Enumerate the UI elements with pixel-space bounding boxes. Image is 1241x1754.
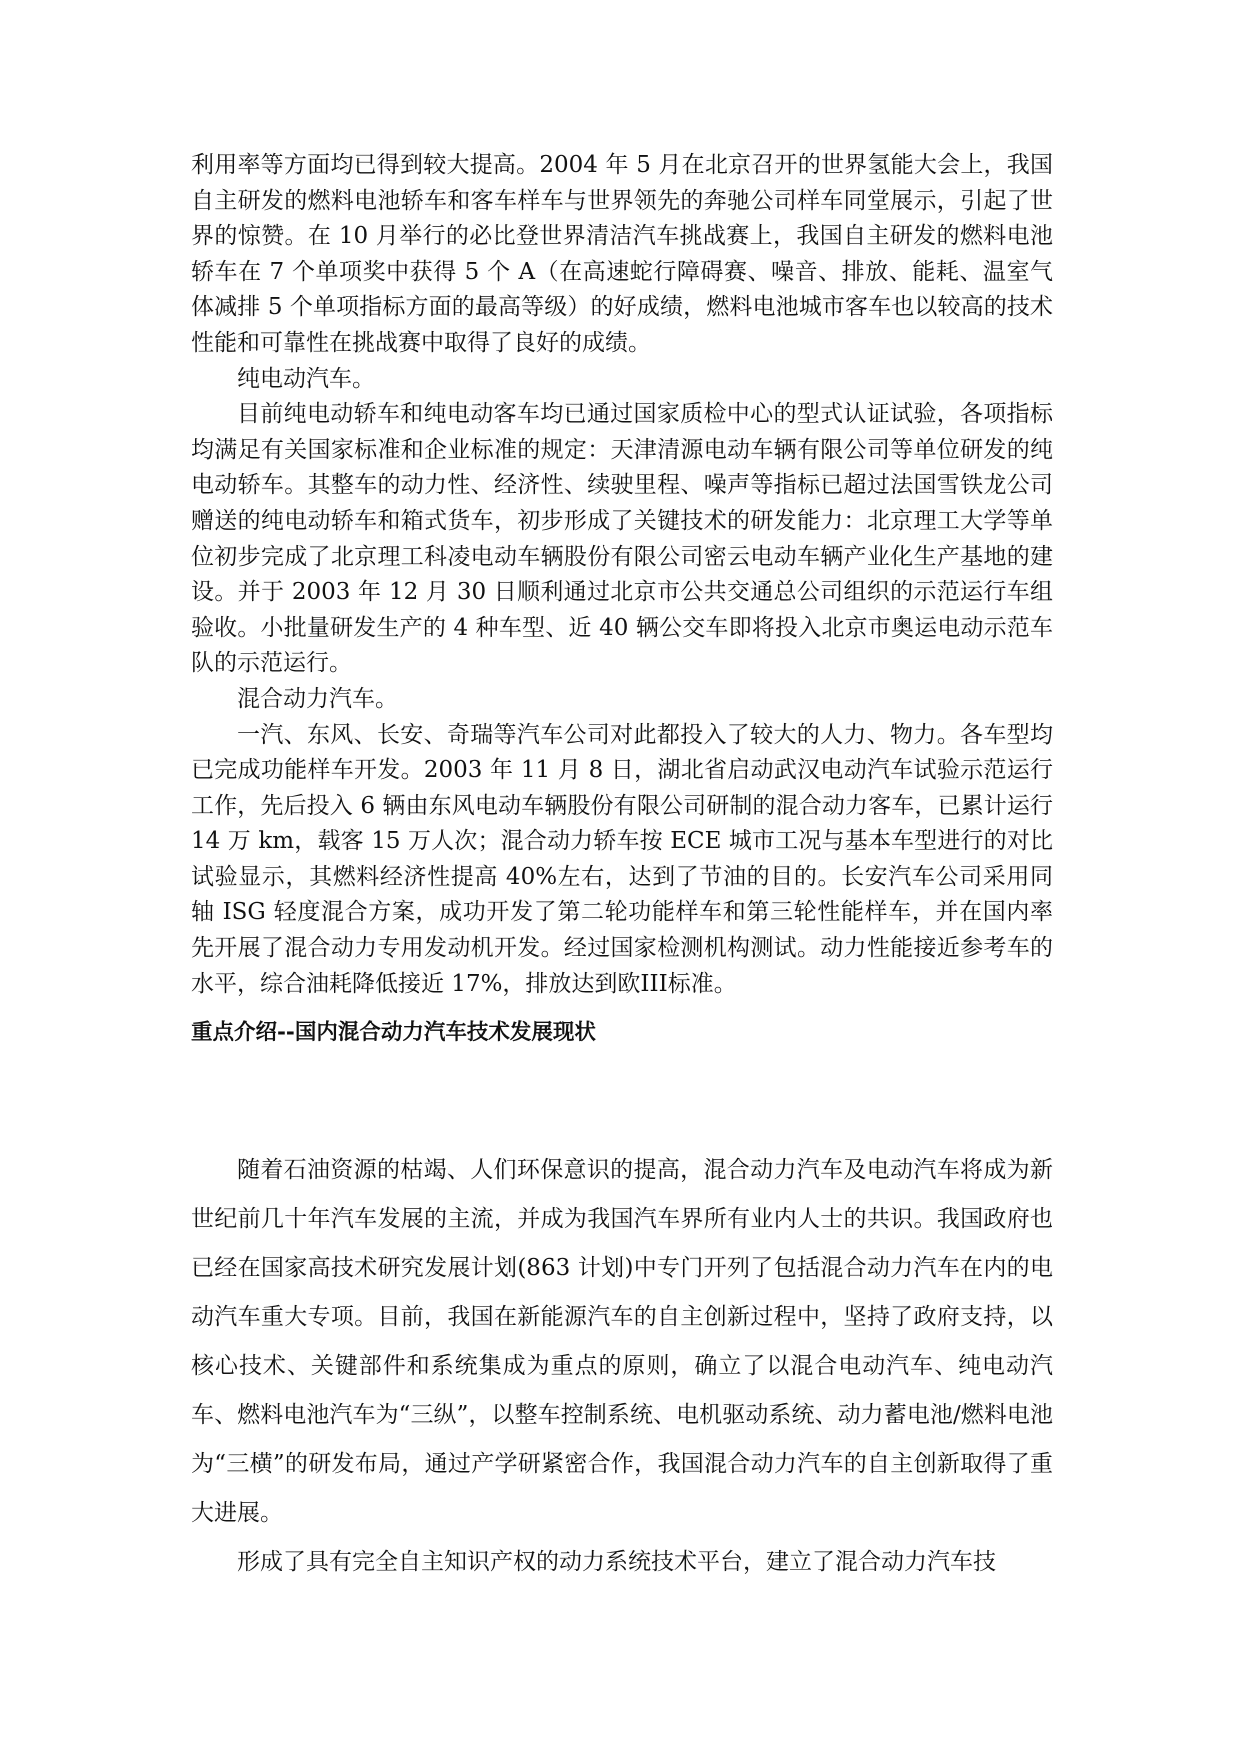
paragraph-hybrid-development: 随着石油资源的枯竭、人们环保意识的提高，混合动力汽车及电动汽车将成为新世纪前几十年汽车发展的主流，并成为我国汽车界所有业内人士的共识。我国政府也已经在国家高技术研究发展计划(863 计划)中专门开列了包括混合动力汽车在内的电动汽车重大专项。目前，我国在新能源汽车的自主创新过程中，坚持了政府支持，以核心技术、关键部件和系统集成为重点的原则，确立了以混合电动汽车、纯电动汽车、燃料电池汽车为“三纵”，以整车控制系统、电机驱动系统、动力蓄电池/燃料电池为“三横”的研发布局，通过产学研紧密合作，我国混合动力汽车的自主创新取得了重大进展。 — [191, 1157, 1053, 1526]
subheading-hybrid: 混合动力汽车。 — [237, 685, 398, 712]
paragraph-platform: 形成了具有完全自主知识产权的动力系统技术平台，建立了混合动力汽车技 — [237, 1549, 996, 1575]
paragraph-hybrid: 一汽、东风、长安、奇瑞等汽车公司对此都投入了较大的人力、物力。各车型均已完成功能样车开发。2003 年 11 月 8 日，湖北省启动武汉电动汽车试验示范运行工作，先后投入 6 辆由东风电动车辆股份有限公司研制的混合动力客车，已累计运行 14 万 km，载客 15 万人次；混合动力轿车按 ECE 城市工况与基本车型进行的对比试验显示，其燃料经济性提高 40%左右，达到了节油的目的。长安汽车公司采用同轴 ISG 轻度混合方案，成功开发了第二轮功能样车和第三轮性能样车，并在国内率先开展了混合动力专用发动机开发。经过国家检测机构测试。动力性能接近参考车的水平，综合油耗降低接近 17%，排放达到欧III标准。 — [191, 721, 1053, 997]
body-section-2 — [191, 1146, 1053, 1587]
subheading-pure-electric: 纯电动汽车。 — [237, 365, 375, 392]
paragraph-pure-electric: 目前纯电动轿车和纯电动客车均已通过国家质检中心的型式认证试验，各项指标均满足有关国家标准和企业标准的规定：天津清源电动车辆有限公司等单位研发的纯电动轿车。其整车的动力性、经济性、续驶里程、噪声等指标已超过法国雪铁龙公司赠送的纯电动轿车和箱式货车，初步形成了关键技术的研发能力：北京理工大学等单位初步完成了北京理工科凌电动车辆股份有限公司密云电动车辆产业化生产基地的建设。并于 2003 年 12 月 30 日顺利通过北京市公共交通总公司组织的示范运行车组验收。小批量研发生产的 4 种车型、近 40 辆公交车即将投入北京市奥运电动示范车队的示范运行。 — [191, 401, 1053, 677]
paragraph-fuel-cell-results: 利用率等方面均已得到较大提高。2004 年 5 月在北京召开的世界氢能大会上，我国自主研发的燃料电池轿车和客车样车与世界领先的奔驰公司样车同堂展示，引起了世界的惊赞。在 10 月举行的必比登世界清洁汽车挑战赛上，我国自主研发的燃料电池轿车在 7 个单项奖中获得 5 个 A（在高速蛇行障碍赛、噪音、排放、能耗、温室气体减排 5 个单项指标方面的最高等级）的好成绩，燃料电池城市客车也以较高的技术性能和可靠性在挑战赛中取得了良好的成绩。 — [191, 152, 1053, 356]
body-section-1 — [191, 148, 1053, 1002]
section-heading: 重点介绍--国内混合动力汽车技术发展现状 — [191, 1020, 596, 1045]
